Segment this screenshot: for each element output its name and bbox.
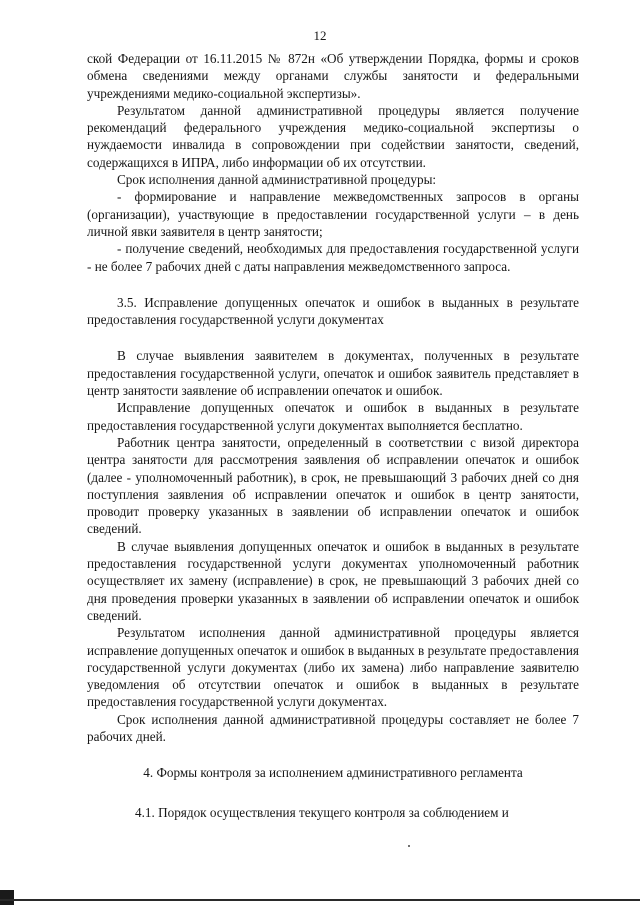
paragraph: Результатом данной административной процедуры является получение рекомендаций федерального учреждения медико-социальной экспертизы о нуждаемости инвалида в сопровождении при содействии занятости, сведений, содержащихся в ИПРА, либо информации об их отсутствии. (87, 102, 579, 170)
subsection-heading: 4.1. Порядок осуществления текущего контроля за соблюдением и (135, 804, 509, 820)
page-number: 12 (313, 28, 327, 43)
scan-edge-mark (0, 890, 14, 905)
paragraph: ской Федерации от 16.11.2015 № 872н «Об утверждении Порядка, формы и сроков обмена сведениями между органами службы занятости и федеральными учреждениями медико-социальной экспертизы». (87, 51, 579, 101)
paragraph: Срок исполнения данной административной процедуры: (117, 172, 437, 188)
list-item: - формирование и направление межведомственных запросов в органы (организации), участвующие в предоставлении государственной услуги – в день личной явки заявителя в центр занятости; (87, 189, 579, 239)
paragraph: Результатом исполнения данной административной процедуры является исправление допущенных опечаток и ошибок в выданных в результате предоставления государственной услуги документах (либо их замена) либо направление заявителю уведомления об отсутствии опечаток и ошибок в выданных в результате предоставления государственной услуги документах. (87, 625, 579, 710)
document-body (87, 50, 579, 821)
scan-speck (408, 845, 410, 847)
paragraph: Исправление допущенных опечаток и ошибок в выданных в результате предоставления государственной услуги документах выполняется бесплатно. (87, 400, 579, 433)
chapter-heading: 4. Формы контроля за исполнением административного регламента (143, 765, 523, 781)
paragraph: В случае выявления допущенных опечаток и ошибок в выданных в результате предоставления государственной услуги документах уполномоченный работник осуществляет их замену (исправление) в срок, не превышающий 3 рабочих дней со дня проведения проверки указанных в заявлении об исправлении опечаток и ошибок сведений. (87, 538, 579, 623)
paragraph: В случае выявления заявителем в документах, полученных в результате предоставления государственной услуги, опечаток и ошибок заявитель представляет в центр занятости заявление об исправлении опечаток и ошибок. (87, 348, 579, 399)
scan-bottom-edge (0, 899, 640, 901)
paragraph: Работник центра занятости, определенный в соответствии с визой директора центра занятости для рассмотрения заявления об исправлении опечаток и ошибок (далее - уполномоченный работник), в срок, не превышающий 3 рабочих дней со дня поступления заявления об исправлении опечаток и ошибок в центр занятости, проводит проверку указанных в заявлении об исправлении опечаток и ошибок сведений. (87, 434, 579, 537)
list-item: - получение сведений, необходимых для предоставления государственной услуги - не более 7 рабочих дней с даты направления межведомственного запроса. (87, 241, 579, 274)
section-heading: 3.5. Исправление допущенных опечаток и ошибок в выданных в результате предоставления государственной услуги документах (87, 294, 579, 328)
paragraph: Срок исполнения данной административной процедуры составляет не более 7 рабочих дней. (87, 711, 579, 744)
